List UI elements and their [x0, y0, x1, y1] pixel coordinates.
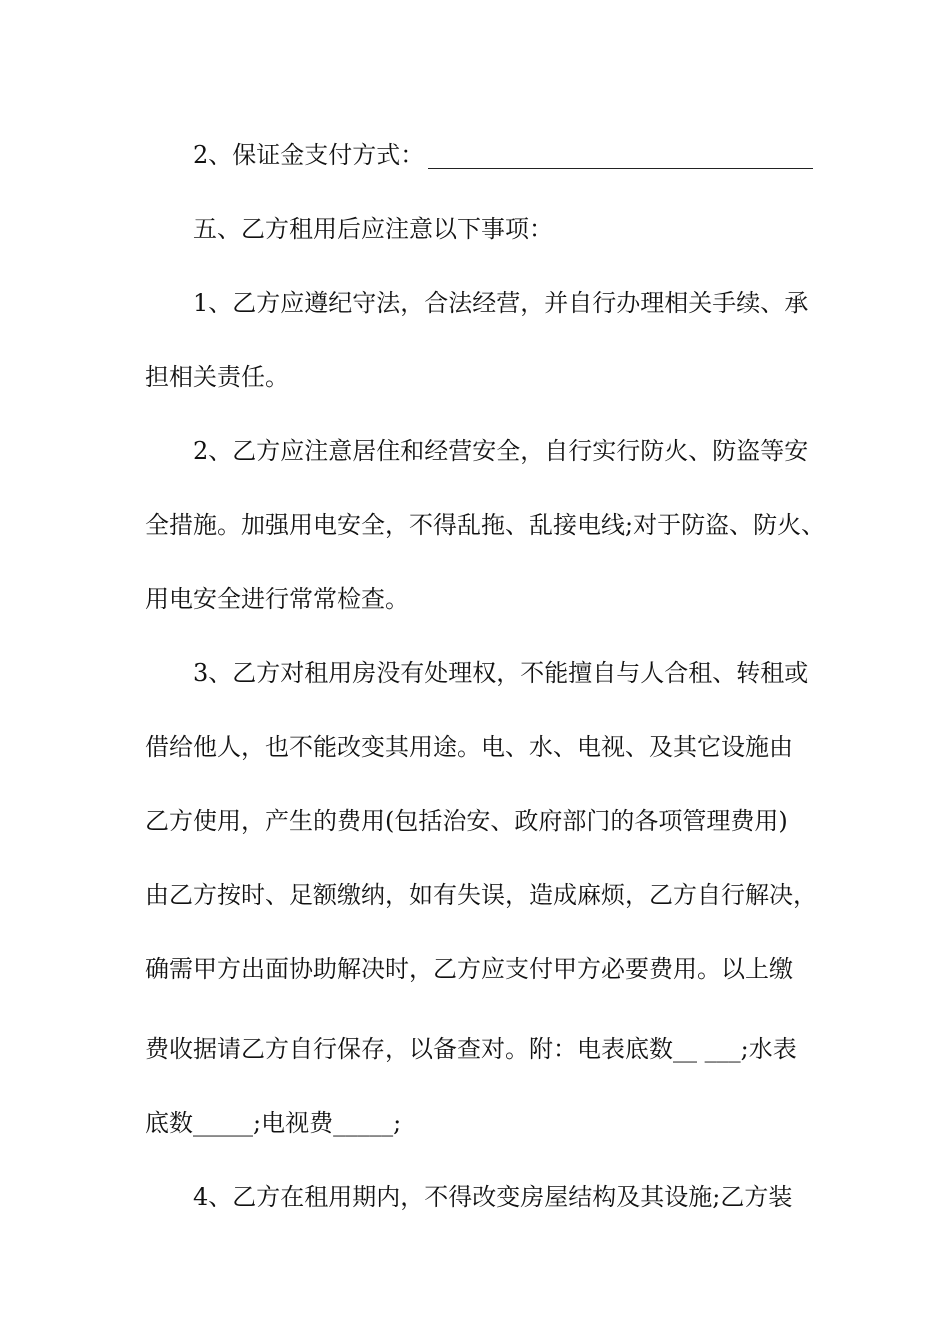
paragraph-line: 担相关责任。 — [145, 363, 289, 391]
paragraph-line: 底数_____;电视费_____; — [145, 1109, 402, 1137]
paragraph-line: 4、乙方在租用期内，不得改变房屋结构及其设施;乙方装 — [193, 1183, 793, 1211]
paragraph-deposit-payment-method — [193, 140, 813, 170]
deposit-payment-blank — [428, 167, 813, 169]
deposit-payment-label: 2、保证金支付方式： — [193, 141, 425, 169]
section-heading-five: 五、乙方租用后应注意以下事项： — [193, 215, 553, 243]
paragraph-line: 由乙方按时、足额缴纳，如有失误，造成麻烦，乙方自行解决， — [145, 881, 817, 909]
paragraph-line: 借给他人，也不能改变其用途。电、水、电视、及其它设施由 — [145, 733, 793, 761]
paragraph-line: 用电安全进行常常检查。 — [145, 585, 409, 613]
paragraph-line: 全措施。加强用电安全，不得乱拖、乱接电线;对于防盗、防火、 — [145, 511, 826, 539]
paragraph-line: 1、乙方应遵纪守法，合法经营，并自行办理相关手续、承 — [193, 289, 809, 317]
paragraph-line: 3、乙方对租用房没有处理权，不能擅自与人合租、转租或 — [193, 659, 809, 687]
paragraph-line: 2、乙方应注意居住和经营安全，自行实行防火、防盗等安 — [193, 437, 809, 465]
paragraph-line: 费收据请乙方自行保存，以备查对。附：电表底数__ ___;水表 — [145, 1035, 797, 1063]
paragraph-line: 确需甲方出面协助解决时，乙方应支付甲方必要费用。以上缴 — [145, 955, 793, 983]
paragraph-line: 乙方使用，产生的费用(包括治安、政府部门的各项管理费用) — [145, 807, 788, 835]
